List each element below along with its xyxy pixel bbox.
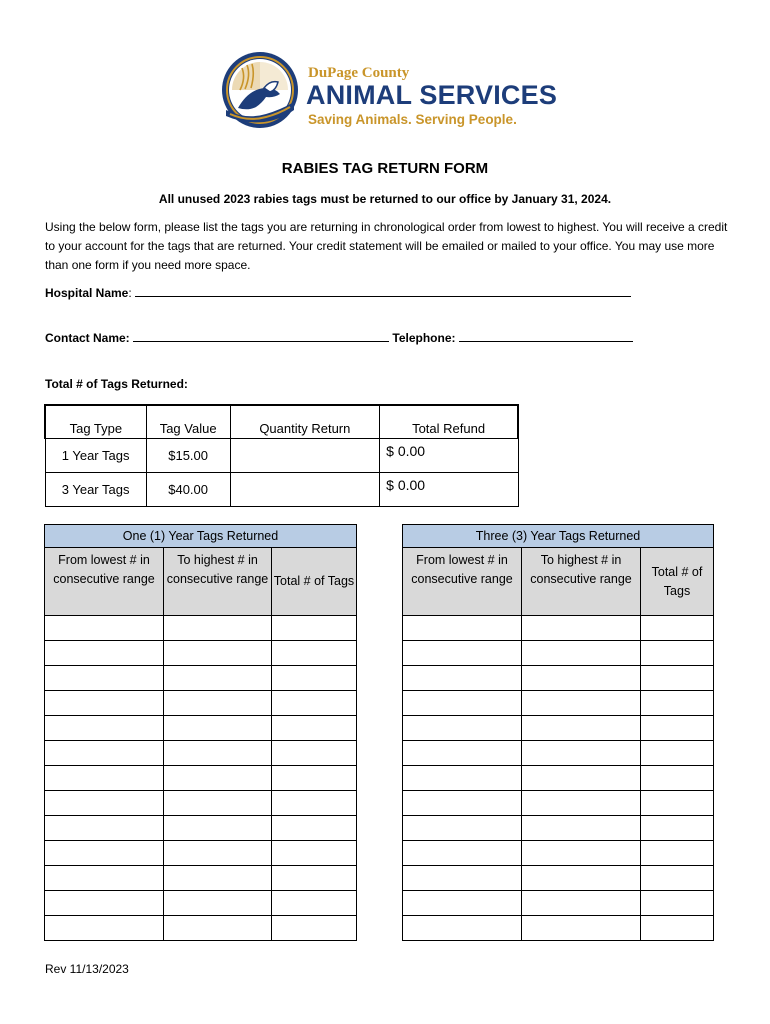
table-row (45, 791, 357, 816)
range-from-cell[interactable] (403, 766, 522, 791)
range-to-cell[interactable] (164, 866, 272, 891)
range-to-cell[interactable] (522, 891, 641, 916)
range-from-cell[interactable] (403, 641, 522, 666)
range-from-cell[interactable] (403, 666, 522, 691)
range-total-cell[interactable] (641, 666, 714, 691)
range-to-cell[interactable] (522, 866, 641, 891)
table-row (45, 616, 357, 641)
range-to-cell[interactable] (164, 791, 272, 816)
table-row (45, 641, 357, 666)
instructions-paragraph: Using the below form, please list the tags you are returning in chronological order from lowest to highest. You will receive a credit to your account for the tags that are returned. Your credit statement will be emailed or mailed to your office. You may use more than one form if you need more space. (45, 220, 728, 272)
range-total-cell[interactable] (641, 741, 714, 766)
quantity-input-cell[interactable] (230, 439, 380, 473)
tag-summary-table (44, 404, 519, 507)
range-total-cell[interactable] (272, 891, 357, 916)
range-to-cell[interactable] (522, 741, 641, 766)
range-total-cell[interactable] (272, 766, 357, 791)
table-row (403, 691, 714, 716)
tag-type-cell: 1 Year Tags (45, 439, 146, 473)
refund-cell[interactable]: $ 0.00 (380, 473, 518, 507)
tag-value-cell: $40.00 (146, 473, 230, 507)
range-to-cell[interactable] (522, 666, 641, 691)
range-total-cell[interactable] (641, 616, 714, 641)
range-total-cell[interactable] (272, 716, 357, 741)
logo-services-text: ANIMAL SERVICES (306, 80, 558, 110)
table-row (403, 891, 714, 916)
range-total-cell[interactable] (272, 816, 357, 841)
range-from-cell[interactable] (403, 866, 522, 891)
telephone-line[interactable] (459, 331, 633, 342)
range-to-cell[interactable] (522, 641, 641, 666)
table-row (45, 816, 357, 841)
tag-type-cell: 3 Year Tags (45, 473, 146, 507)
range-from-cell[interactable] (45, 916, 164, 941)
range-total-cell[interactable] (272, 841, 357, 866)
hospital-name-label: Hospital Name (45, 286, 129, 300)
tag-value-cell: $15.00 (146, 439, 230, 473)
range-to-cell[interactable] (164, 891, 272, 916)
range-to-cell[interactable] (522, 716, 641, 741)
range-from-cell[interactable] (45, 716, 164, 741)
summary-row-3-year (45, 473, 518, 507)
table-row (45, 866, 357, 891)
range-total-cell[interactable] (641, 816, 714, 841)
hospital-name-field[interactable]: Hospital Name: (45, 286, 631, 300)
table-row (45, 691, 357, 716)
range-total-cell[interactable] (272, 916, 357, 941)
range-total-cell[interactable] (641, 641, 714, 666)
range-total-cell[interactable] (641, 766, 714, 791)
total-tags-label-text: Total # of Tags Returned: (45, 377, 188, 391)
deadline-notice: All unused 2023 rabies tags must be returned to our office by January 31, 2024. (158, 192, 612, 206)
one-year-to-header: To highest # in consecutive range (164, 548, 272, 616)
table-row (403, 641, 714, 666)
range-from-cell[interactable] (45, 891, 164, 916)
range-to-cell[interactable] (522, 766, 641, 791)
range-from-cell[interactable] (403, 716, 522, 741)
three-year-rows (403, 616, 714, 941)
range-to-cell[interactable] (164, 691, 272, 716)
one-year-table-title: One (1) Year Tags Returned (45, 525, 357, 548)
range-to-cell[interactable] (522, 841, 641, 866)
range-to-cell[interactable] (522, 816, 641, 841)
table-row (403, 791, 714, 816)
revision-date: Rev 11/13/2023 (45, 962, 129, 976)
range-to-cell[interactable] (164, 766, 272, 791)
range-from-cell[interactable] (403, 791, 522, 816)
range-from-cell[interactable] (45, 641, 164, 666)
range-from-cell[interactable] (403, 616, 522, 641)
contact-name-label: Contact Name: (45, 331, 130, 345)
three-year-tags-table (402, 524, 714, 941)
range-total-cell[interactable] (641, 866, 714, 891)
total-tags-label (45, 377, 188, 391)
range-total-cell[interactable] (641, 841, 714, 866)
range-total-cell[interactable] (641, 716, 714, 741)
logo-tagline-text: Saving Animals. Serving People. (308, 112, 517, 127)
range-total-cell[interactable] (641, 891, 714, 916)
range-from-cell[interactable] (45, 791, 164, 816)
range-to-cell[interactable] (522, 691, 641, 716)
range-to-cell[interactable] (164, 716, 272, 741)
range-to-cell[interactable] (164, 641, 272, 666)
three-year-from-header: From lowest # in consecutive range (403, 548, 522, 616)
header-tag-value: Tag Value (146, 405, 230, 439)
table-row (45, 741, 357, 766)
range-total-cell[interactable] (272, 666, 357, 691)
table-row (45, 891, 357, 916)
form-title: RABIES TAG RETURN FORM (281, 160, 489, 177)
contact-name-field[interactable] (45, 331, 633, 345)
three-year-total-header: Total # of Tags (641, 548, 714, 616)
range-from-cell[interactable] (45, 866, 164, 891)
summary-header-row (45, 405, 518, 439)
range-total-cell[interactable] (272, 616, 357, 641)
range-to-cell[interactable] (164, 916, 272, 941)
header-tag-type: Tag Type (45, 405, 146, 439)
three-year-table-title: Three (3) Year Tags Returned (403, 525, 714, 548)
one-year-rows (45, 616, 357, 941)
contact-name-line[interactable] (133, 331, 389, 342)
table-row (403, 616, 714, 641)
animal-services-emblem-icon (220, 50, 300, 130)
logo-county-text: DuPage County (308, 65, 410, 81)
range-to-cell[interactable] (522, 916, 641, 941)
one-year-from-header: From lowest # in consecutive range (45, 548, 164, 616)
range-total-cell[interactable] (272, 741, 357, 766)
one-year-tags-table (44, 524, 357, 941)
range-from-cell[interactable] (45, 616, 164, 641)
one-year-total-header: Total # of Tags (272, 548, 357, 616)
range-total-cell[interactable] (272, 641, 357, 666)
range-to-cell[interactable] (522, 791, 641, 816)
range-total-cell[interactable] (272, 691, 357, 716)
range-total-cell[interactable] (272, 866, 357, 891)
range-from-cell[interactable] (403, 816, 522, 841)
animal-services-logo (220, 50, 560, 136)
table-row (403, 866, 714, 891)
range-from-cell[interactable] (403, 891, 522, 916)
table-row (403, 741, 714, 766)
range-total-cell[interactable] (641, 691, 714, 716)
range-from-cell[interactable] (45, 691, 164, 716)
range-from-cell[interactable] (403, 916, 522, 941)
table-row (45, 916, 357, 941)
range-to-cell[interactable] (164, 841, 272, 866)
table-row (45, 666, 357, 691)
range-to-cell[interactable] (164, 616, 272, 641)
quantity-input-cell[interactable] (230, 473, 380, 507)
summary-row-1-year (45, 439, 518, 473)
header-quantity-return: Quantity Return (230, 405, 380, 439)
range-from-cell[interactable] (45, 841, 164, 866)
table-row (403, 916, 714, 941)
table-row (45, 766, 357, 791)
range-from-cell[interactable] (45, 816, 164, 841)
range-to-cell[interactable] (164, 816, 272, 841)
range-total-cell[interactable] (641, 916, 714, 941)
table-row (403, 816, 714, 841)
telephone-label: Telephone: (392, 331, 456, 345)
range-total-cell[interactable] (272, 791, 357, 816)
three-year-to-header: To highest # in consecutive range (522, 548, 641, 616)
range-total-cell[interactable] (641, 791, 714, 816)
hospital-name-line[interactable] (135, 286, 631, 297)
table-row (45, 841, 357, 866)
range-from-cell[interactable] (45, 741, 164, 766)
table-row (403, 666, 714, 691)
refund-cell[interactable]: $ 0.00 (380, 439, 518, 473)
range-to-cell[interactable] (164, 666, 272, 691)
range-from-cell[interactable] (403, 691, 522, 716)
range-from-cell[interactable] (403, 741, 522, 766)
range-to-cell[interactable] (164, 741, 272, 766)
range-to-cell[interactable] (522, 616, 641, 641)
table-row (45, 716, 357, 741)
range-from-cell[interactable] (403, 841, 522, 866)
table-row (403, 841, 714, 866)
range-from-cell[interactable] (45, 766, 164, 791)
header-total-refund: Total Refund (380, 405, 518, 439)
range-from-cell[interactable] (45, 666, 164, 691)
table-row (403, 766, 714, 791)
table-row (403, 716, 714, 741)
